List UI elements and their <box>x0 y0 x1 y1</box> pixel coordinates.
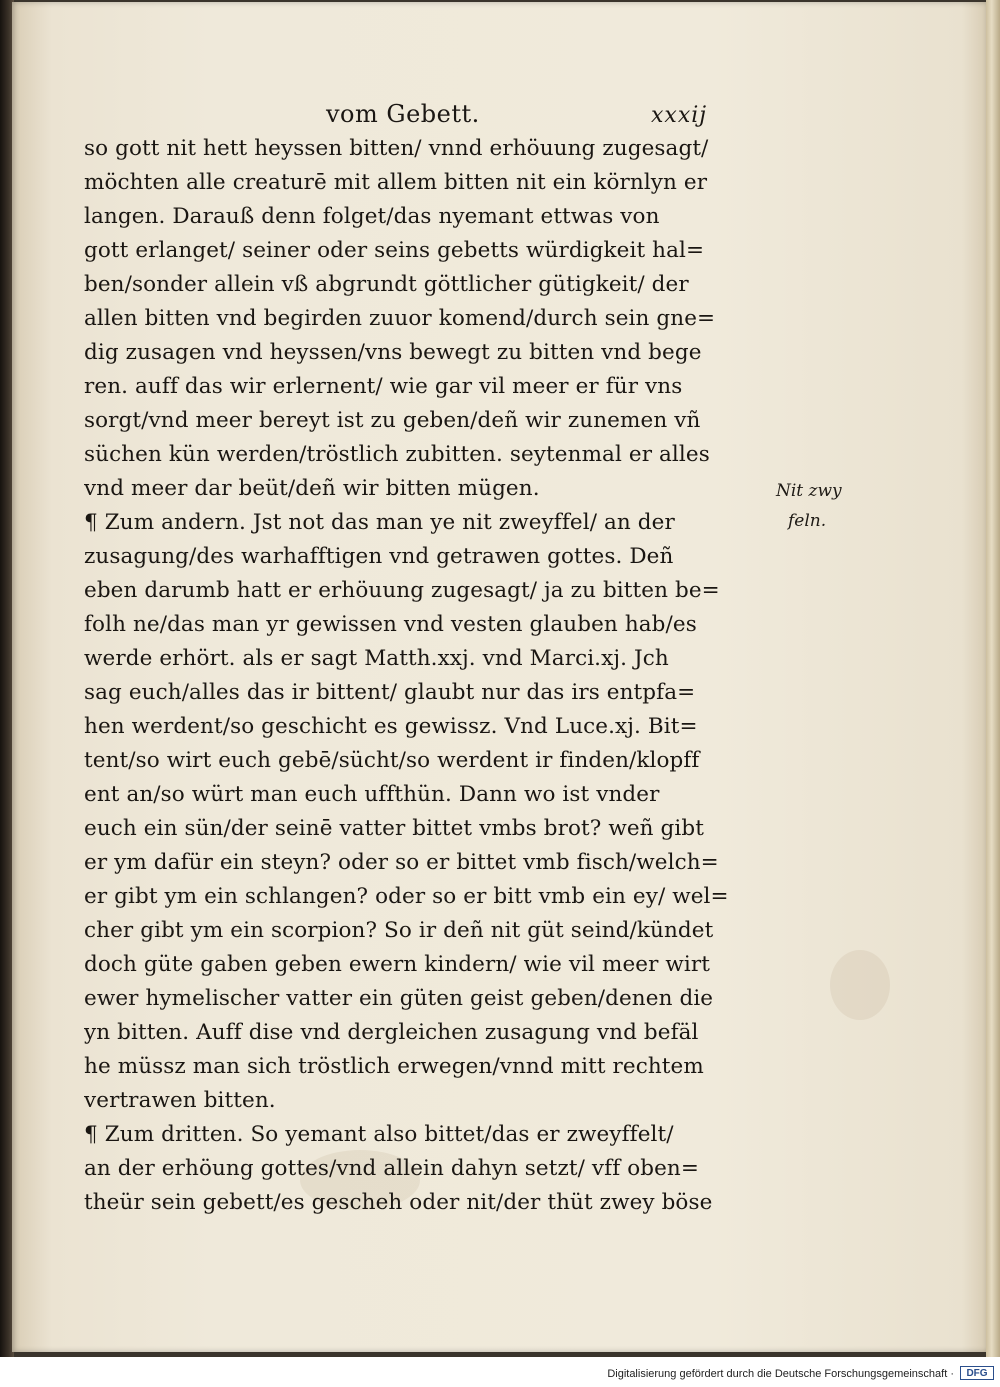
digitization-credit: Digitalisierung gefördert durch die Deutsche Forschungsgemeinschaft · <box>607 1368 954 1380</box>
text-line: so gott nit hett heyssen bitten/ vnnd erhöuung zugesagt/ <box>84 136 709 161</box>
text-line: allen bitten vnd begirden zuuor komend/durch sein gne= <box>84 306 716 331</box>
text-line: sorgt/vnd meer bereyt ist zu geben/deñ wir zunemen vñ <box>84 408 701 433</box>
text-line: he müssz man sich tröstlich erwegen/vnnd mitt rechtem <box>84 1054 704 1079</box>
text-line: hen werdent/so geschicht es gewissz. Vnd Luce.xj. Bit= <box>84 714 698 739</box>
running-head: vom Gebett. <box>326 100 480 128</box>
text-block <box>84 132 774 1220</box>
text-line: er ym dafür ein steyn? oder so er bittet vmb fisch/welch= <box>84 850 719 875</box>
text-line: eben darumb hatt er erhöuung zugesagt/ ja zu bitten be= <box>84 578 720 603</box>
text-line: doch güte gaben geben ewern kindern/ wie vil meer wirt <box>84 952 711 977</box>
text-line: cher gibt ym ein scorpion? So ir deñ nit güt seind/kündet <box>84 918 714 943</box>
text-line: folh ne/das man yr gewissen vnd vesten glauben hab/es <box>84 612 697 637</box>
marginal-note <box>776 476 860 536</box>
text-line: tent/so wirt euch gebē/sücht/so werdent ir finden/klopff <box>84 748 700 773</box>
text-line: werde erhört. als er sagt Matth.xxj. vnd Marci.xj. Jch <box>84 646 669 671</box>
foxing-stain <box>830 950 890 1020</box>
text-line: ren. auff das wir erlernent/ wie gar vil meer er für vns <box>84 374 683 399</box>
text-line: vertrawen bitten. <box>84 1088 276 1113</box>
text-line: euch ein sün/der seinē vatter bittet vmbs brot? weñ gibt <box>84 816 704 841</box>
text-line: vnd meer dar beüt/deñ wir bitten mügen. <box>84 476 540 501</box>
text-line: ewer hymelischer vatter ein güten geist geben/denen die <box>84 986 714 1011</box>
dfg-logo: DFG <box>960 1366 994 1380</box>
marginal-note-line: feln. <box>788 511 827 531</box>
text-line: ¶ Zum dritten. So yemant also bittet/das er zweyffelt/ <box>84 1122 674 1147</box>
text-line: ent an/so würt man euch uffthün. Dann wo ist vnder <box>84 782 660 807</box>
text-line: zusagung/des warhafftigen vnd getrawen gottes. Deñ <box>84 544 674 569</box>
text-line: er gibt ym ein schlangen? oder so er bitt vmb ein ey/ wel= <box>84 884 729 909</box>
text-line: theür sein gebett/es gescheh oder nit/der thüt zwey böse <box>84 1190 713 1215</box>
text-line: süchen kün werden/tröstlich zubitten. seytenmal er alles <box>84 442 710 467</box>
marginal-note-line: Nit zwy <box>776 481 842 501</box>
text-line: sag euch/alles das ir bittent/ glaubt nur das irs entpfa= <box>84 680 696 705</box>
text-line: yn bitten. Auff dise vnd dergleichen zusagung vnd befäl <box>84 1020 699 1045</box>
text-line: ben/sonder allein vß abgrundt göttlicher gütigkeit/ der <box>84 272 689 297</box>
text-line: an der erhöung gottes/vnd allein dahyn setzt/ vff oben= <box>84 1156 699 1181</box>
text-line: langen. Darauß denn folget/das nyemant ettwas von <box>84 204 660 229</box>
text-line: möchten alle creaturē mit allem bitten nit ein körnlyn er <box>84 170 708 195</box>
folio-number: xxxij <box>651 103 708 128</box>
page-edge <box>986 0 1000 1357</box>
text-line: ¶ Zum andern. Jst not das man ye nit zweyffel/ an der <box>84 510 675 535</box>
text-line: dig zusagen vnd heyssen/vns bewegt zu bitten vnd bege <box>84 340 702 365</box>
text-line: gott erlanget/ seiner oder seins gebetts würdigkeit hal= <box>84 238 705 263</box>
